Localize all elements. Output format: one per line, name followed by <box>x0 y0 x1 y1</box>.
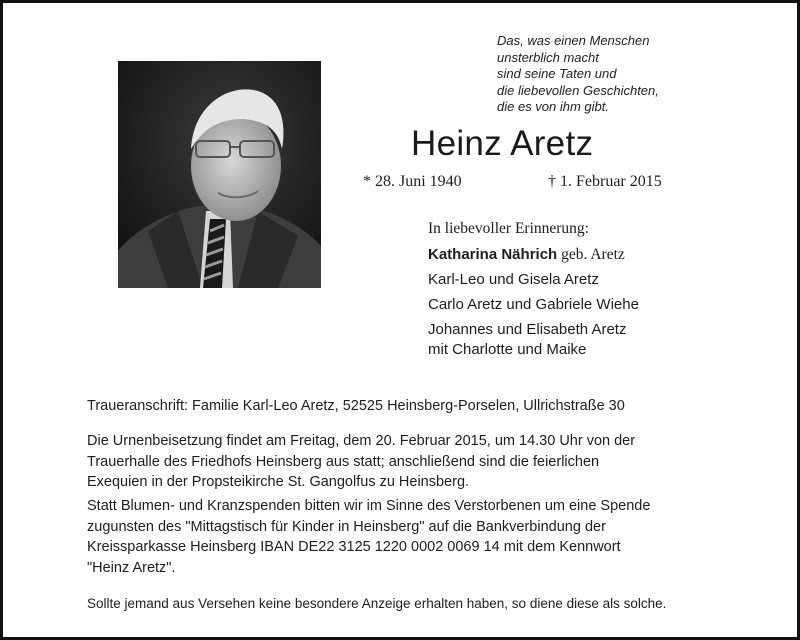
quote-line: die liebevollen Geschichten, <box>497 82 659 98</box>
text-line: Kreissparkasse Heinsberg IBAN DE22 3125 1220 0002 0069 14 mit dem Kennwort <box>87 539 621 555</box>
death-date: † 1. Februar 2015 <box>548 173 662 190</box>
mourner-line <box>428 245 625 264</box>
text-line: "Heinz Aretz". <box>87 559 176 576</box>
birth-date: * 28. Juni 1940 <box>363 173 462 190</box>
quote-line: die es von ihm gibt. <box>497 99 610 114</box>
mourner-line: Johannes und Elisabeth Aretz <box>428 321 627 338</box>
quote-line: Das, was einen Menschen <box>497 33 650 48</box>
text-line: zugunsten des "Mittagstisch für Kinder in Heinsberg" auf die Bankverbindung der <box>87 518 606 535</box>
text-line: Statt Blumen- und Kranzspenden bitten wir im Sinne des Verstorbenen um eine Spende <box>87 498 651 514</box>
mourner-line: Karl-Leo und Gisela Aretz <box>428 271 599 288</box>
text-line: Traueranschrift: Familie Karl-Leo Aretz, 52525 Heinsberg-Porselen, Ullrichstraße 30 <box>87 398 625 414</box>
closing-note <box>87 594 717 615</box>
text-line: Sollte jemand aus Versehen keine besondere Anzeige erhalten haben, so diene diese als solche. <box>87 596 667 611</box>
memory-intro: In liebevoller Erinnerung: <box>428 220 589 237</box>
text-line: Exequien in der Propsteikirche St. Gangolfus zu Heinsberg. <box>87 474 470 490</box>
burial-paragraph <box>87 431 717 493</box>
memorial-quote <box>497 33 659 116</box>
mourner-name: Katharina Nährich <box>428 246 558 263</box>
text-line: Trauerhalle des Friedhofs Heinsberg aus statt; anschließend sind die feierlichen <box>87 453 600 470</box>
mourning-address <box>87 396 717 417</box>
deceased-name: Heinz Aretz <box>411 124 594 163</box>
quote-line: unsterblich macht <box>497 49 599 65</box>
portrait-photo <box>118 61 321 288</box>
mourner-line: mit Charlotte und Maike <box>428 341 587 358</box>
quote-line: sind seine Taten und <box>497 66 617 81</box>
text-line: Die Urnenbeisetzung findet am Freitag, dem 20. Februar 2015, um 14.30 Uhr von der <box>87 433 636 449</box>
donation-paragraph <box>87 496 717 578</box>
mourner-line: Carlo Aretz und Gabriele Wiehe <box>428 296 639 313</box>
mourner-maiden-name: geb. Aretz <box>557 246 625 263</box>
